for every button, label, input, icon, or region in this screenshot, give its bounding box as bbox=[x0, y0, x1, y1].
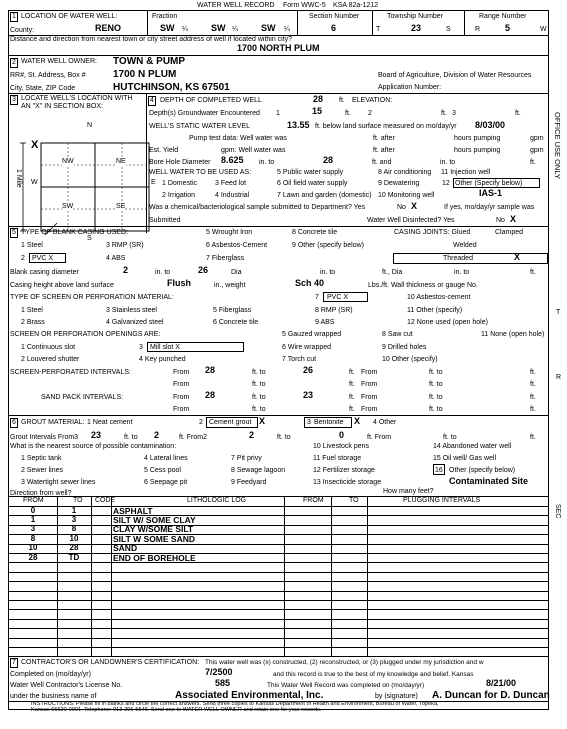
use-option-1[interactable]: 1 Domestic bbox=[162, 180, 198, 187]
sw-label: SW bbox=[62, 203, 74, 210]
if-yes-label: If yes, mo/day/yr sample was bbox=[444, 204, 535, 211]
certification-text: This water well was (x) constructed, (2) reconstructed, or (3) plugged under my jurisdiction and w bbox=[205, 659, 484, 666]
township-label: Township Number bbox=[387, 13, 444, 20]
record-completed-label: This Water Well Record was completed on (mo/day/yr) bbox=[267, 682, 425, 689]
mile-scale-label: 1 Mile bbox=[15, 169, 22, 188]
contam-option-1[interactable]: 1 Septic tank bbox=[21, 455, 62, 462]
location-mark: X bbox=[31, 139, 39, 151]
city-label: City, State, ZIP Code bbox=[10, 85, 76, 92]
ft-and-label: ft. and bbox=[372, 159, 392, 166]
lbs-label: Lbs./ft. Wall thickness or gauge No. bbox=[368, 282, 478, 289]
owner-value: TOWN & PUMP bbox=[113, 56, 186, 67]
contam-option-7[interactable]: 7 Pit privy bbox=[231, 455, 262, 462]
office-use-label: OFFICE USE ONLY bbox=[553, 112, 562, 179]
screen-option-1[interactable]: 1 Steel bbox=[21, 307, 43, 314]
ft-label: ft. bbox=[530, 159, 536, 166]
ft-to-label: ft. to bbox=[429, 369, 443, 376]
range-label: Range Number bbox=[479, 13, 527, 20]
distance-label: Distance and direction from nearest town or city street address of well if located within city? bbox=[10, 36, 293, 43]
opening-option-2[interactable]: 2 Louvered shutter bbox=[21, 356, 80, 363]
use-option-10[interactable]: 10 Monitoring well bbox=[378, 192, 435, 199]
distance-value: 1700 NORTH PLUM bbox=[237, 43, 320, 53]
use-option-7[interactable]: 7 Lawn and garden (domestic) bbox=[277, 192, 372, 199]
perf-from-value: 28 bbox=[205, 365, 216, 375]
contam-option-15[interactable]: 15 Oil well/ Gas well bbox=[433, 455, 497, 462]
completed-on-label: Completed on (mo/day/yr) bbox=[10, 671, 91, 678]
north-label: N bbox=[87, 122, 93, 129]
screen-option-7-number: 7 bbox=[315, 294, 319, 301]
in-to-label: in. to bbox=[454, 269, 470, 276]
section-3-number: 3 bbox=[12, 96, 16, 103]
casing-option-5[interactable]: 5 Wrought Iron bbox=[206, 229, 253, 236]
joint-clamped[interactable]: Clamped bbox=[495, 229, 524, 236]
ft-from2-label: ft. From2 bbox=[179, 434, 208, 441]
log-col-litho: LITHOLOGIC LOG bbox=[187, 497, 247, 504]
yield-label: Est. Yield bbox=[149, 147, 179, 154]
openings-label: SCREEN OR PERFORATION OPENINGS ARE: bbox=[10, 331, 161, 338]
yield-gpm-label: gpm: Well water was bbox=[221, 147, 286, 154]
casing-option-4[interactable]: 4 ABS bbox=[106, 255, 126, 262]
contam-option-16: Other (specify below) bbox=[449, 467, 516, 474]
ft-label: ft. bbox=[349, 369, 355, 376]
log-col-from2: FROM bbox=[303, 497, 324, 504]
city-value: HUTCHINSON, KS 67501 bbox=[113, 82, 230, 93]
screen-option-12[interactable]: 12 None used (open hole) bbox=[407, 319, 488, 326]
east-label: E bbox=[151, 179, 156, 186]
township-value: 23 bbox=[411, 23, 422, 33]
grout-to-2: 0 bbox=[339, 430, 345, 440]
from-label: From bbox=[173, 369, 190, 376]
log-description-cell: END OF BOREHOLE bbox=[113, 552, 196, 563]
ft-label: ft. bbox=[530, 394, 536, 401]
ft-label: ft. bbox=[349, 406, 355, 413]
county-label: County: bbox=[10, 27, 35, 34]
dia-label: Dia bbox=[231, 269, 242, 276]
in-to-label: in. to bbox=[320, 269, 336, 276]
log-from-cell: 0 bbox=[30, 505, 36, 515]
margin-sec-label: SEC bbox=[554, 504, 561, 519]
use-option-4[interactable]: 4 Industrial bbox=[215, 192, 250, 199]
weight-label: in., weight bbox=[214, 282, 246, 289]
screen-option-2[interactable]: 2 Brass bbox=[21, 319, 45, 326]
fraction-label: Fraction bbox=[152, 13, 178, 20]
form-number: Form WWC-5 bbox=[283, 2, 326, 9]
log-to-cell: 1 bbox=[71, 505, 77, 515]
casing-joints-label: CASING JOINTS: Glued bbox=[394, 229, 471, 236]
quarter-mark: ¼ bbox=[182, 26, 188, 33]
south-label: S bbox=[87, 235, 92, 242]
screen-option-10[interactable]: 10 Asbestos-cement bbox=[407, 294, 471, 301]
opening-option-8[interactable]: 8 Saw cut bbox=[382, 331, 413, 338]
address-value: 1700 N PLUM bbox=[113, 69, 177, 80]
ft-label: ft. bbox=[345, 110, 351, 117]
groundwater-label: Depth(s) Groundwater Encountered bbox=[149, 110, 260, 117]
ft-label: ft. bbox=[530, 381, 536, 388]
grout-option-2-number: 2 bbox=[199, 419, 203, 426]
in-to-label: in. to bbox=[259, 159, 275, 166]
screen-material-label: TYPE OF SCREEN OR PERFORATION MATERIAL: bbox=[10, 294, 174, 301]
signature-value: A. Duncan for D. Duncan bbox=[432, 690, 550, 701]
ft-label: ft. bbox=[441, 110, 447, 117]
record-completed-date: 8/21/00 bbox=[486, 678, 517, 688]
log-description-cell: ASPHALT bbox=[113, 505, 153, 516]
quarter-2-value: SW bbox=[211, 23, 226, 33]
log-col-to: TO bbox=[73, 497, 83, 504]
contam-option-2[interactable]: 2 Sewer lines bbox=[21, 467, 64, 474]
contam-option-12[interactable]: 12 Fertilizer storage bbox=[313, 467, 375, 474]
log-from-cell: 1 bbox=[30, 514, 36, 524]
grout-option-2-label: Cement grout bbox=[209, 419, 252, 426]
static-label: WELL'S STATIC WATER LEVEL bbox=[149, 123, 251, 130]
owner-label: WATER WELL OWNER: bbox=[21, 58, 97, 65]
ft-label: ft. bbox=[530, 434, 536, 441]
location-label: LOCATION OF WATER WELL: bbox=[21, 13, 118, 20]
instructions-line-1: INSTRUCTIONS: Please fill in blanks and circle the correct answers. Send three copies to Kansas Department of Health and Environment, Bureau of Water, Topeka, bbox=[31, 701, 439, 707]
bore-label: Bore Hole Diameter bbox=[149, 159, 211, 166]
depth-label: DEPTH OF COMPLETED WELL bbox=[160, 97, 262, 104]
grout-option-2-mark: X bbox=[259, 416, 266, 426]
grout-to-1: 2 bbox=[154, 430, 160, 440]
casing-option-1[interactable]: 1 Steel bbox=[21, 242, 43, 249]
completed-on-value: 7/2500 bbox=[205, 667, 233, 677]
casing-option-7[interactable]: 7 Fiberglass bbox=[206, 255, 245, 262]
section-5-number: 5 bbox=[12, 229, 16, 236]
ft-label: ft. bbox=[530, 269, 536, 276]
contam-specify-value: Contaminated Site bbox=[449, 476, 529, 486]
ft-to-label: ft. to bbox=[252, 406, 266, 413]
screen-option-4[interactable]: 4 Galvanized steel bbox=[106, 319, 164, 326]
sand-from-value: 28 bbox=[205, 390, 216, 400]
contam-option-8[interactable]: 8 Sewage lagoon bbox=[231, 467, 286, 474]
disinfected-no-label: No bbox=[496, 217, 505, 224]
casing-diameter-label: Blank casing diameter bbox=[10, 269, 79, 276]
use-option-8[interactable]: 8 Air conditioning bbox=[378, 169, 432, 176]
contam-option-9[interactable]: 9 Feedyard bbox=[231, 479, 267, 486]
ft-to-label: ft. to bbox=[124, 434, 138, 441]
log-to-cell: 8 bbox=[71, 524, 77, 534]
use-label: WELL WATER TO BE USED AS: bbox=[149, 169, 252, 176]
log-row-line bbox=[9, 600, 548, 601]
section-4-number: 4 bbox=[150, 97, 154, 104]
grout-from-2: 2 bbox=[249, 430, 255, 440]
west-label: W bbox=[31, 179, 38, 186]
ft-to-label: ft. to bbox=[252, 369, 266, 376]
county-value: RENO bbox=[95, 23, 122, 33]
from-label: From bbox=[361, 381, 378, 388]
ft-after-label: ft. after bbox=[373, 135, 395, 142]
address-label: RR#, St. Address, Box # bbox=[10, 72, 86, 79]
application-label: Application Number: bbox=[378, 84, 442, 91]
range-value: 5 bbox=[505, 23, 511, 33]
log-to-cell: TD bbox=[68, 552, 80, 562]
from-label: From bbox=[361, 394, 378, 401]
casing-diameter-value: 2 bbox=[123, 265, 129, 275]
static-value: 13.55 bbox=[287, 120, 310, 130]
screen-option-8[interactable]: 8 RMP (SR) bbox=[315, 307, 353, 314]
in-to-label: in. to bbox=[155, 269, 171, 276]
threaded-mark: X bbox=[514, 252, 521, 262]
margin-r-label: R bbox=[556, 374, 562, 381]
static-date: 8/03/00 bbox=[475, 120, 506, 130]
grout-option-4[interactable]: 4 Other bbox=[373, 419, 397, 426]
log-from-cell: 10 bbox=[28, 543, 38, 553]
section-1-number: 1 bbox=[12, 13, 16, 20]
gw-1-number: 1 bbox=[276, 110, 280, 117]
ft-to-label: ft. to bbox=[277, 434, 291, 441]
quarter-1-value: SW bbox=[160, 23, 175, 33]
casing-height-label: Casing height above land surface bbox=[10, 282, 114, 289]
gpm-label: gpm bbox=[530, 147, 544, 154]
log-col-plugging: PLUGGING INTERVALS bbox=[403, 497, 481, 504]
ft-to-label: ft. to bbox=[429, 381, 443, 388]
opening-option-4[interactable]: 4 Key punched bbox=[139, 356, 186, 363]
opening-option-3-label: Mill slot X bbox=[150, 344, 180, 351]
log-row-line bbox=[9, 647, 548, 648]
ft-label: ft. bbox=[339, 97, 345, 104]
elevation-label: ELEVATION: bbox=[352, 97, 393, 104]
log-col-to2: TO bbox=[349, 497, 359, 504]
gw-2-number: 2 bbox=[368, 110, 372, 117]
contam-option-11[interactable]: 11 Fuel storage bbox=[313, 455, 362, 462]
chem-no-label: No bbox=[397, 204, 406, 211]
true-statement: and this record is true to the best of my knowledge and belief. Kansas bbox=[273, 671, 474, 678]
log-row-line bbox=[9, 609, 548, 610]
quarter-3-value: SW bbox=[261, 23, 276, 33]
locate-label-1: LOCATE WELL'S LOCATION WITH bbox=[21, 95, 133, 102]
ft-label: ft. bbox=[349, 381, 355, 388]
submitted-label: Submitted bbox=[149, 217, 181, 224]
ft-to-label: ft. to bbox=[252, 381, 266, 388]
opening-option-11[interactable]: 11 None (open hole) bbox=[481, 331, 545, 338]
joint-threaded: Threaded bbox=[443, 255, 473, 262]
screen-option-6[interactable]: 6 Concrete tile bbox=[213, 319, 259, 326]
grout-option-3-label: Bentonite bbox=[314, 419, 344, 426]
opening-option-7[interactable]: 7 Torch cut bbox=[282, 356, 317, 363]
log-row-line bbox=[9, 562, 548, 563]
disinfected-no-mark: X bbox=[510, 214, 517, 224]
static-desc: ft. below land surface measured on mo/day/yr bbox=[315, 123, 457, 130]
use-option-3[interactable]: 3 Feed lot bbox=[215, 180, 247, 187]
log-to-cell: 3 bbox=[71, 514, 77, 524]
pump-test-label: Pump test data: Well water was bbox=[189, 135, 287, 142]
opening-option-5[interactable]: 5 Gauzed wrapped bbox=[282, 331, 342, 338]
chem-no-mark: X bbox=[411, 201, 418, 211]
section-grid bbox=[19, 131, 154, 236]
casing-option-9[interactable]: 9 Other (specify below) bbox=[292, 242, 364, 249]
screen-option-5[interactable]: 5 Fiberglass bbox=[213, 307, 252, 314]
opening-option-1[interactable]: 1 Continuous slot bbox=[21, 344, 76, 351]
log-from-cell: 28 bbox=[28, 552, 38, 562]
log-description-cell: SILT W SOME SAND bbox=[113, 533, 196, 544]
depth-value: 28 bbox=[313, 94, 324, 104]
grout-option-1[interactable]: 1 Neat cement bbox=[87, 419, 133, 426]
casing-option-2-number: 2 bbox=[21, 255, 25, 262]
casing-diameter-to: 26 bbox=[198, 265, 209, 275]
grout-from-1: 23 bbox=[91, 430, 102, 440]
ft-label: ft. bbox=[530, 369, 536, 376]
grout-intervals-label: Grout Intervals From3 bbox=[10, 434, 79, 441]
contam-option-14[interactable]: 14 Abandoned water well bbox=[433, 443, 512, 450]
from-label: From bbox=[173, 406, 190, 413]
log-row-line bbox=[9, 619, 548, 620]
form-frame bbox=[8, 10, 550, 713]
log-col-code: CODE bbox=[95, 497, 116, 504]
log-description-cell: SILT W/ SOME CLAY bbox=[113, 514, 196, 525]
ft-to-label: ft. to bbox=[429, 394, 443, 401]
log-from-cell: 3 bbox=[30, 524, 36, 534]
use-option-12-number: 12 bbox=[442, 180, 450, 187]
contam-option-4[interactable]: 4 Lateral lines bbox=[144, 455, 188, 462]
range-prefix: R bbox=[475, 26, 481, 33]
direction-label: Direction from well? bbox=[10, 490, 72, 497]
township-suffix: S bbox=[446, 26, 451, 33]
township-prefix: T bbox=[376, 26, 381, 33]
ft-after-label: ft. after bbox=[373, 147, 395, 154]
contam-option-6[interactable]: 6 Seepage pit bbox=[144, 479, 188, 486]
margin-t-label: T bbox=[556, 309, 561, 316]
section-6-number: 6 bbox=[12, 419, 16, 426]
use-specify-value: IAS-1 bbox=[479, 188, 503, 198]
log-row-line bbox=[9, 591, 548, 592]
from-label: From bbox=[361, 369, 378, 376]
business-name-value: Associated Environmental, Inc. bbox=[175, 690, 324, 701]
contamination-label: What is the nearest source of possible contamination: bbox=[10, 443, 177, 450]
screen-option-7-label: PVC X bbox=[327, 294, 349, 301]
range-suffix: W bbox=[540, 26, 547, 33]
quarter-mark: ¼ bbox=[232, 26, 238, 33]
log-description-cell: SAND bbox=[113, 543, 138, 554]
ne-label: NE bbox=[116, 158, 126, 165]
perf-to-value: 26 bbox=[303, 365, 314, 375]
perf-intervals-label: SCREEN-PERFORATED INTERVALS: bbox=[10, 369, 131, 376]
opening-option-3-number: 3 bbox=[139, 344, 143, 351]
joint-welded[interactable]: Welded bbox=[453, 242, 477, 249]
use-option-9[interactable]: 9 Dewatering bbox=[378, 180, 420, 187]
quarter-mark: ¼ bbox=[284, 26, 290, 33]
contam-option-13[interactable]: 13 Insecticide storage bbox=[313, 479, 382, 486]
sand-pack-label: SAND PACK INTERVALS: bbox=[41, 394, 124, 401]
casing-label: TYPE OF BLANK CASING USED: bbox=[21, 229, 128, 236]
casing-option-8[interactable]: 8 Concrete tile bbox=[292, 229, 338, 236]
weight-value: Sch 40 bbox=[295, 278, 325, 288]
screen-option-11[interactable]: 11 Other (specify) bbox=[407, 307, 463, 314]
use-option-5[interactable]: 5 Public water supply bbox=[277, 169, 344, 176]
screen-option-9[interactable]: 9 ABS bbox=[315, 319, 335, 326]
contam-option-3[interactable]: 3 Watertight sewer lines bbox=[21, 479, 96, 486]
gw-1-value: 15 bbox=[312, 106, 323, 116]
casing-option-2-label: PVC X bbox=[32, 255, 54, 262]
certification-label: CONTRACTOR'S OR LANDOWNER'S CERTIFICATION: bbox=[21, 659, 200, 666]
how-many-feet-label: How many feet? bbox=[383, 488, 434, 495]
contam-option-5[interactable]: 5 Cess pool bbox=[144, 467, 181, 474]
log-from-cell: 8 bbox=[30, 533, 36, 543]
screen-option-3[interactable]: 3 Stainless steel bbox=[106, 307, 157, 314]
grout-label: GROUT MATERIAL: bbox=[21, 419, 85, 426]
ft-from-label: ft. From bbox=[367, 434, 392, 441]
from-label: From bbox=[361, 406, 378, 413]
log-col-from: FROM bbox=[23, 497, 44, 504]
log-to-cell: 10 bbox=[69, 533, 79, 543]
hours-pumping-label: hours pumping bbox=[454, 135, 501, 142]
from-label: From bbox=[173, 381, 190, 388]
use-option-12-label: Other (Specify below) bbox=[455, 180, 523, 187]
disinfected-label: Water Well Disinfected? Yes bbox=[367, 217, 455, 224]
bore-value: 8.625 bbox=[221, 155, 244, 165]
hours-pumping-label: hours pumping bbox=[454, 147, 501, 154]
bore-to-value: 28 bbox=[323, 155, 334, 165]
log-row-line bbox=[9, 572, 548, 573]
chem-sample-label: Was a chemical/bacteriological sample submitted to Department? Yes bbox=[149, 204, 366, 211]
log-description-cell: CLAY W/SOME SILT bbox=[113, 524, 194, 535]
ft-label: ft. bbox=[515, 110, 521, 117]
section-number-label: Section Number bbox=[309, 13, 360, 20]
ft-label: ft. bbox=[530, 406, 536, 413]
grout-option-3-number: 3 bbox=[307, 419, 311, 426]
section-7-number: 7 bbox=[12, 659, 16, 666]
contam-option-16-number: 16 bbox=[435, 467, 443, 474]
ksa-reference: KSA 82a-1212 bbox=[333, 2, 379, 9]
license-label: Water Well Contractor's License No. bbox=[10, 682, 123, 689]
contam-option-10[interactable]: 10 Livestock pens bbox=[313, 443, 370, 450]
in-to-label: in. to bbox=[440, 159, 456, 166]
use-option-11[interactable]: 11 Injection well bbox=[441, 169, 491, 176]
section-2-number: 2 bbox=[12, 59, 16, 66]
board-label: Board of Agriculture, Division of Water Resources bbox=[378, 72, 532, 79]
business-name-label: under the business name of bbox=[10, 693, 97, 700]
casing-height-value: Flush bbox=[167, 278, 191, 288]
se-label: SE bbox=[116, 203, 126, 210]
casing-option-3[interactable]: 3 RMP (SR) bbox=[106, 242, 144, 249]
ft-to-label: ft. to bbox=[429, 406, 443, 413]
signature-label: by (signature) bbox=[375, 693, 418, 700]
license-value: 585 bbox=[215, 678, 231, 688]
ft-label: ft. bbox=[349, 394, 355, 401]
opening-option-6[interactable]: 6 Wire wrapped bbox=[282, 344, 332, 351]
opening-option-10[interactable]: 10 Other (specify) bbox=[382, 356, 438, 363]
log-row-line bbox=[9, 628, 548, 629]
ft-to-label: ft. to bbox=[252, 394, 266, 401]
log-row-line bbox=[9, 581, 548, 582]
casing-option-6[interactable]: 6 Asbestos-Cement bbox=[206, 242, 268, 249]
log-to-cell: 28 bbox=[69, 543, 79, 553]
section-number-value: 6 bbox=[331, 23, 337, 33]
opening-option-9[interactable]: 9 Drilled holes bbox=[382, 344, 427, 351]
form-title: WATER WELL RECORD bbox=[197, 2, 275, 9]
log-row-line bbox=[9, 638, 548, 639]
ft-to-label: ft. to bbox=[443, 434, 457, 441]
sand-to-value: 23 bbox=[303, 390, 314, 400]
locate-label-2: AN "X" IN SECTION BOX: bbox=[21, 103, 103, 110]
ft-dia-label: ft., Dia bbox=[382, 269, 403, 276]
instructions-line-2: Kansas 66620-0001. Telephone: 913-296-5545. Send one to WATER WELL OWNER and retain one for your records. bbox=[31, 707, 322, 713]
gw-3-number: 3 bbox=[452, 110, 456, 117]
nw-label: NW bbox=[62, 158, 74, 165]
use-option-2[interactable]: 2 Irrigation bbox=[162, 192, 196, 199]
grout-option-3-mark: X bbox=[354, 416, 361, 426]
from-label: From bbox=[173, 394, 190, 401]
gpm-label: gpm bbox=[530, 135, 544, 142]
use-option-6[interactable]: 6 Oil field water supply bbox=[277, 180, 348, 187]
